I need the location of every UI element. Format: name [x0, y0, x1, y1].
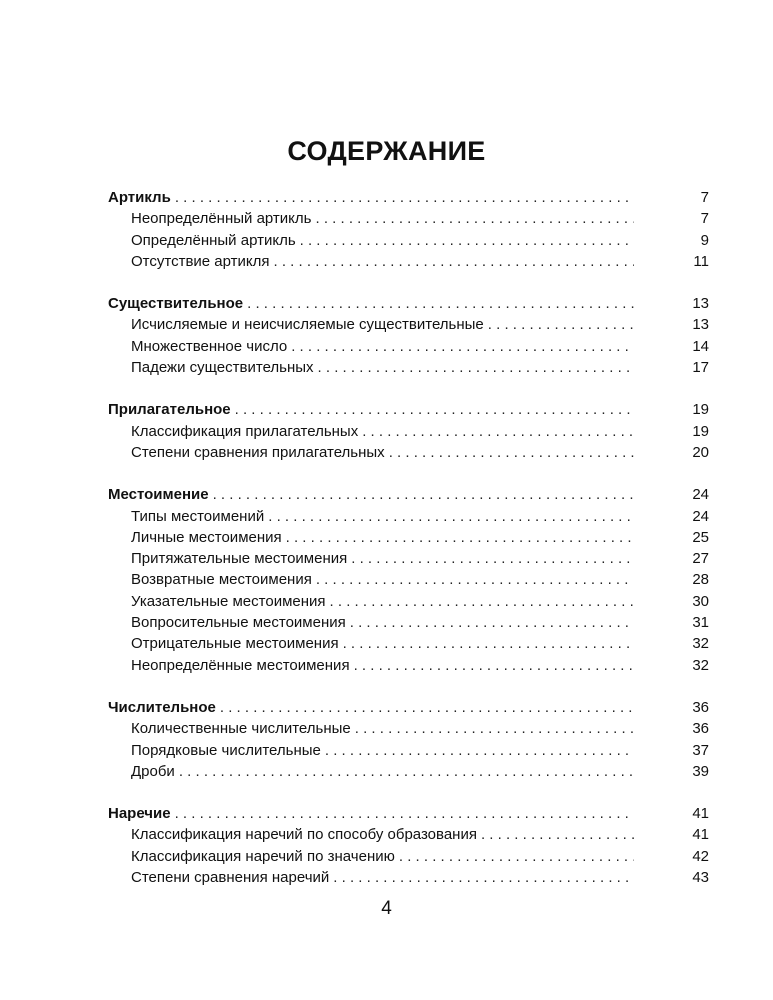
- dot-leader: [399, 846, 634, 867]
- toc-subentry-title: Степени сравнения прилагательных: [131, 443, 385, 461]
- toc-subentry[interactable]: [108, 824, 709, 845]
- toc-subentry-title: Количественные числительные: [131, 720, 351, 738]
- dot-leader: [333, 867, 634, 888]
- dot-leader: [300, 230, 634, 251]
- toc-page-number: 41: [692, 826, 709, 844]
- toc-subentry[interactable]: [108, 548, 709, 569]
- toc-page-number: 11: [693, 252, 709, 270]
- toc-subentry[interactable]: [108, 421, 709, 442]
- toc-page-number: 30: [692, 592, 709, 610]
- toc-subentry-title: Определённый артикль: [131, 231, 296, 249]
- toc-subentry-title: Падежи существительных: [131, 359, 314, 377]
- toc-page-number: 32: [692, 635, 709, 653]
- toc-subentry-title: Неопределённый артикль: [131, 210, 312, 228]
- toc-chapter-entry[interactable]: [108, 697, 709, 718]
- toc-subentry[interactable]: [108, 612, 709, 633]
- toc-subentry-title: Множественное число: [131, 337, 288, 355]
- dot-leader: [235, 399, 634, 420]
- toc-subentry[interactable]: [108, 718, 709, 739]
- dot-leader: [325, 740, 634, 761]
- toc-section: [108, 187, 709, 272]
- toc-subentry-title: Притяжательные местоимения: [131, 550, 348, 568]
- toc-chapter-entry[interactable]: [108, 399, 709, 420]
- toc-page-number: 41: [692, 805, 709, 823]
- toc-subentry[interactable]: [108, 357, 709, 378]
- dot-leader: [389, 442, 634, 463]
- toc-subentry-title: Дроби: [131, 762, 175, 780]
- dot-leader: [286, 527, 634, 548]
- toc-section: [108, 803, 709, 888]
- toc-subentry[interactable]: [108, 633, 709, 654]
- dot-leader: [318, 357, 634, 378]
- toc-page-number: 24: [692, 507, 709, 525]
- toc-subentry-title: Личные местоимения: [131, 528, 282, 546]
- toc-chapter-title: Числительное: [108, 698, 216, 716]
- dot-leader: [220, 697, 634, 718]
- toc-page-number: 36: [692, 698, 709, 716]
- toc-page-number: 24: [692, 486, 709, 504]
- toc-subentry-title: Исчисляемые и неисчисляемые существительные: [131, 316, 484, 334]
- dot-leader: [213, 484, 634, 505]
- toc-section: [108, 399, 709, 463]
- dot-leader: [315, 208, 634, 229]
- toc-page-number: 27: [692, 550, 709, 568]
- page-number: 4: [381, 898, 392, 919]
- toc-page-number: 36: [692, 720, 709, 738]
- toc-chapter-entry[interactable]: [108, 187, 709, 208]
- toc-page-number: 43: [692, 869, 709, 887]
- table-of-contents: [108, 187, 709, 909]
- toc-chapter-title: Прилагательное: [108, 401, 231, 419]
- toc-subentry[interactable]: [108, 591, 709, 612]
- toc-page-number: 7: [700, 189, 709, 206]
- toc-page-number: 28: [692, 571, 709, 589]
- dot-leader: [247, 293, 634, 314]
- toc-subentry-title: Указательные местоимения: [131, 592, 326, 610]
- toc-subentry-title: Типы местоимений: [131, 507, 265, 525]
- toc-subentry[interactable]: [108, 506, 709, 527]
- toc-subentry[interactable]: [108, 761, 709, 782]
- toc-subentry[interactable]: [108, 251, 709, 272]
- toc-subentry[interactable]: [108, 867, 709, 888]
- dot-leader: [179, 761, 634, 782]
- dot-leader: [488, 314, 634, 335]
- toc-subentry-title: Отрицательные местоимения: [131, 635, 339, 653]
- toc-subentry[interactable]: [108, 655, 709, 676]
- toc-subentry[interactable]: [108, 314, 709, 335]
- toc-subentry-title: Порядковые числительные: [131, 741, 321, 759]
- toc-page-number: 13: [692, 295, 709, 313]
- dot-leader: [343, 633, 634, 654]
- toc-subentry[interactable]: [108, 208, 709, 229]
- toc-page-number: 32: [692, 656, 709, 674]
- toc-page-number: 42: [692, 847, 709, 865]
- toc-subentry[interactable]: [108, 740, 709, 761]
- toc-subentry-title: Вопросительные местоимения: [131, 614, 346, 632]
- dot-leader: [175, 803, 634, 824]
- page-title: СОДЕРЖАНИЕ: [287, 136, 486, 166]
- dot-leader: [481, 824, 634, 845]
- dot-leader: [175, 187, 634, 208]
- toc-subentry-title: Классификация прилагательных: [131, 422, 359, 440]
- toc-subentry-title: Возвратные местоимения: [131, 571, 312, 589]
- toc-page-number: 13: [692, 316, 709, 334]
- toc-page-number: 25: [692, 528, 709, 546]
- toc-chapter-title: Существительное: [108, 295, 244, 313]
- dot-leader: [274, 251, 634, 272]
- toc-subentry-title: Степени сравнения наречий: [131, 869, 330, 887]
- toc-page-number: 37: [692, 741, 709, 759]
- toc-subentry[interactable]: [108, 569, 709, 590]
- toc-subentry[interactable]: [108, 442, 709, 463]
- toc-chapter-entry[interactable]: [108, 293, 709, 314]
- dot-leader: [355, 718, 634, 739]
- toc-page-number: 19: [692, 422, 709, 440]
- toc-subentry-title: Классификация наречий по значению: [131, 847, 395, 865]
- toc-subentry[interactable]: [108, 336, 709, 357]
- toc-subentry[interactable]: [108, 527, 709, 548]
- toc-page-number: 39: [692, 762, 709, 780]
- dot-leader: [268, 506, 634, 527]
- toc-page-number: 31: [692, 614, 709, 632]
- toc-chapter-title: Наречие: [108, 805, 171, 823]
- dot-leader: [316, 569, 634, 590]
- dot-leader: [330, 591, 634, 612]
- dot-leader: [354, 655, 634, 676]
- toc-page-number: 9: [700, 231, 709, 249]
- toc-chapter-title: Артикль: [108, 189, 171, 206]
- toc-page-number: 7: [700, 210, 709, 228]
- toc-page-number: 20: [692, 443, 709, 461]
- toc-subentry-title: Отсутствие артикля: [131, 252, 270, 270]
- toc-chapter-title: Местоимение: [108, 486, 209, 504]
- dot-leader: [351, 548, 634, 569]
- toc-chapter-entry[interactable]: [108, 803, 709, 824]
- toc-subentry[interactable]: [108, 230, 709, 251]
- toc-page-number: 14: [692, 337, 709, 355]
- toc-section: [108, 484, 709, 676]
- toc-subentry[interactable]: [108, 846, 709, 867]
- dot-leader: [350, 612, 634, 633]
- toc-section: [108, 697, 709, 782]
- toc-chapter-entry[interactable]: [108, 484, 709, 505]
- toc-page-number: 17: [692, 359, 709, 377]
- dot-leader: [362, 421, 634, 442]
- toc-section: [108, 293, 709, 378]
- toc-subentry-title: Неопределённые местоимения: [131, 656, 350, 674]
- toc-subentry-title: Классификация наречий по способу образования: [131, 826, 477, 844]
- toc-page-number: 19: [692, 401, 709, 419]
- dot-leader: [291, 336, 634, 357]
